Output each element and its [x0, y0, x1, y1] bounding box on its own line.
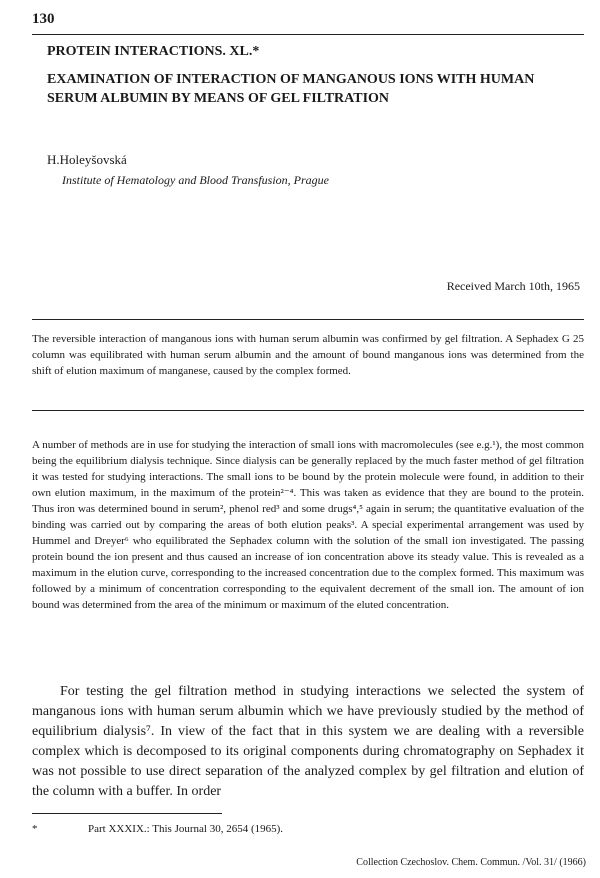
author-affiliation: Institute of Hematology and Blood Transfusion, Prague — [62, 173, 329, 187]
journal-citation: Collection Czechoslov. Chem. Commun. /Vol. 31/ (1966) — [356, 857, 586, 868]
footnote — [32, 823, 283, 835]
footnote-text: Part XXXIX.: This Journal 30, 2654 (1965). — [88, 823, 284, 835]
article-title: EXAMINATION OF INTERACTION OF MANGANOUS IONS WITH HUMAN SERUM ALBUMIN BY MEANS OF GEL FILTRATION — [47, 72, 535, 106]
abstract-top-rule — [32, 319, 584, 320]
footnote-rule — [32, 813, 222, 814]
page-number: 130 — [32, 11, 55, 27]
abstract-text: The reversible interaction of manganous ions with human serum albumin was confirmed by gel filtration. A Sephadex G 25 column was equilibrated with human serum albumin and the amount of bound manganous ions was determined from the shift of elution maximum of manganese, caused by the complex formed. — [32, 333, 584, 377]
received-date: Received March 10th, 1965 — [446, 279, 580, 293]
author-name: H.Holeyšovská — [47, 152, 127, 167]
body-paragraph-intro: A number of methods are in use for studying the interaction of small ions with macromolecules (see e.g.¹), the most common being the equilibrium dialysis technique. Since dialysis can be generally replaced by the much faster method of gel filtration it was tested for studying interactions. The small ions to be bound by the protein molecule were found, in addition to their own elution maximum, in the maximum of the protein²⁻⁴. This was taken as evidence that they are bound to the protein. Thus iron was determined bound in serum², phenol red³ and some drugs⁴,⁵ again in serum; the quantitative evaluation of the binding was carried out by comparing the areas of both elution peaks³. A special experimental arrangement was used by Hummel and Dreyer⁶ who equilibrated the Sephadex column with the solution of the small ion investigated. The passing protein bound the ion present and thus caused an increase of ion concentration above its steady value. This is revealed as a maximum in the elution curve, corresponding to the increased concentration due to the complex formed. This maximum was followed by a minimum of concentration corresponding to the equivalent decrement of the small ion. The amount of ion bound was determined from the area of the minimum or maximum of the eluted concentration. — [32, 439, 584, 611]
abstract-bottom-rule — [32, 410, 584, 411]
header-rule — [32, 34, 584, 35]
series-title: PROTEIN INTERACTIONS. XL.* — [47, 44, 260, 59]
footnote-marker: * — [32, 823, 38, 835]
body-paragraph-method: For testing the gel filtration method in studying interactions we selected the system of manganous ions with human serum albumin which we have previously studied by the method of equilibrium dialysis⁷. In view of the fact that in this system we are dealing with a reversible complex which is decomposed to its original components during chromatography on Sephadex it was not possible to use direct separation of the analyzed complex by gel filtration and elution of the column with a buffer. In order — [32, 684, 584, 799]
